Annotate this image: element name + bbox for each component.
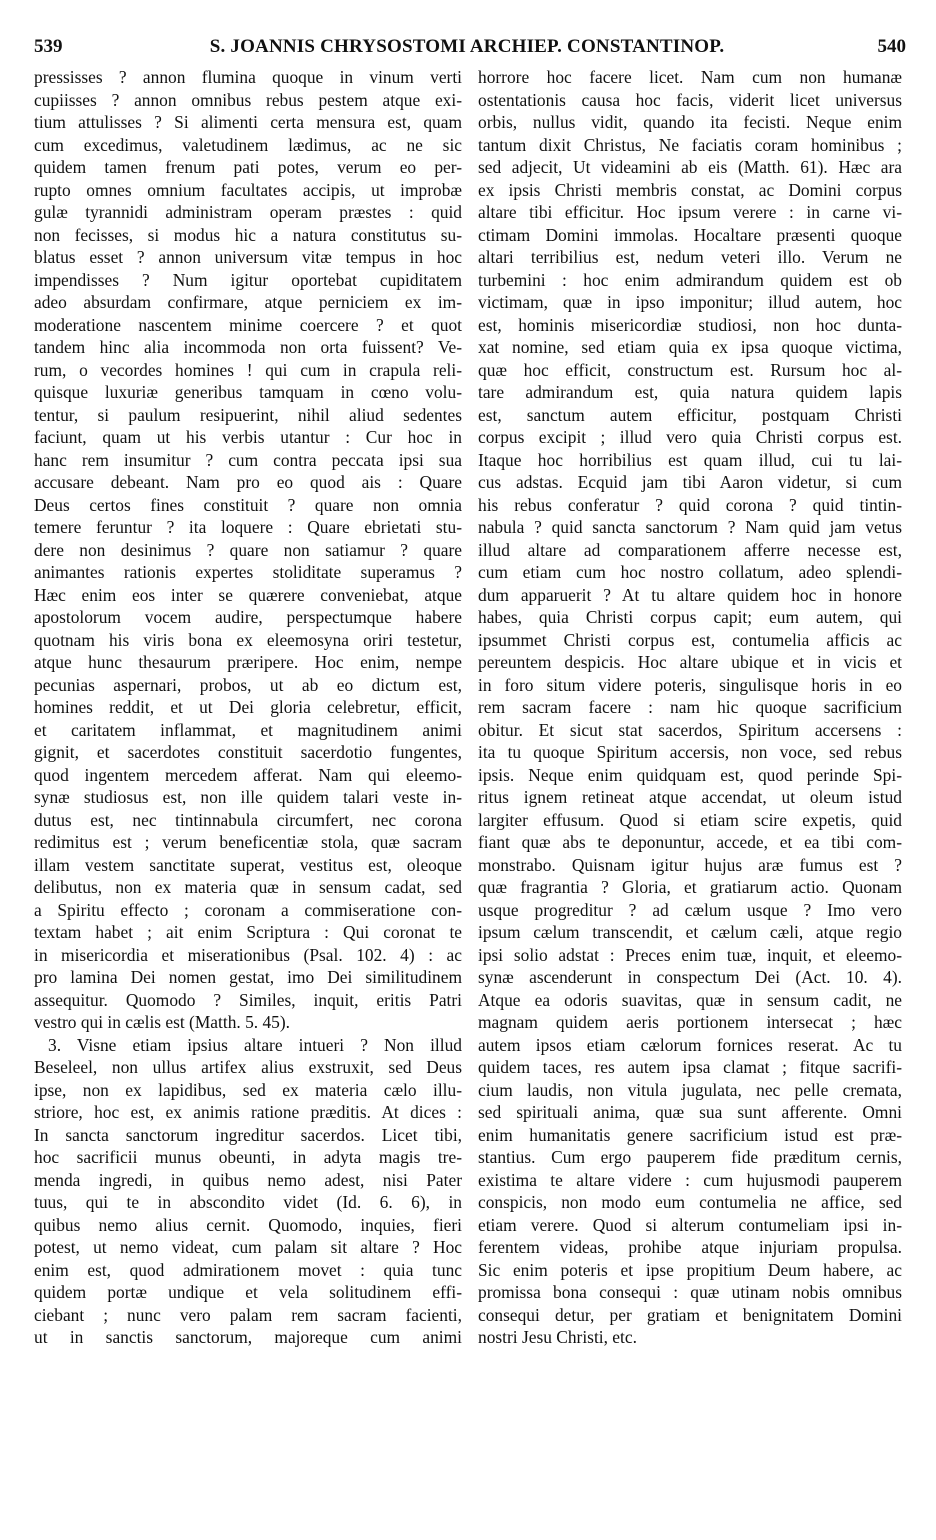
text-line: altare tibi efficitur. Hoc ipsum verere : in carne vi- [478,202,902,222]
text-line: existima te altare videre : cum hujusmodi pauperem [478,1169,902,1190]
text-line: et caritatem inflammat, et magnitudinem animi [34,719,462,740]
text-line: tandem hinc alia incommoda non orta fuissent? Ve- [34,337,462,357]
text-line: impendisses ? Num igitur oportebat cupiditatem [34,269,462,290]
text-line: Deus certos fines constituit ? quare non omnia [34,494,462,515]
text-line: dum apparuerit ? At tu altare quidem hoc in honore [478,584,902,605]
text-line: a Spiritu effecto ; coronam a commiseratione con- [34,899,462,920]
text-line: hanc rem insumitur ? cum contra peccata ipsi sua [34,449,462,470]
text-line: animantes rationis expertes stoliditate superamus ? [34,562,462,582]
text-line: gignit, et sacerdotes constituit sacerdotio fungentes, [34,742,462,762]
text-line: faciunt, quam ut his verbis utantur : Cur hoc in [34,427,462,447]
text-line: pro lamina Dei nomen gestat, imo Dei similitudinem [34,967,462,987]
text-line: rupto omnes omnium facultates accipis, ut improbæ [34,179,462,200]
text-line: pecunias aspernari, probos, ut ab eo dictum est, [34,674,462,695]
text-line: magnam quidem aeris portionem intersecat ; hæc [478,1012,902,1032]
text-line: stantius. Cum ergo pauperem fide præditum cernis, [478,1147,902,1167]
text-line: quidem portæ undique et vela solitudinem effi- [34,1282,462,1302]
text-line: synæ ascenderunt in conspectum Dei (Act. 10. 4). [478,967,902,987]
text-line: 3. Visne etiam ipsius altare intueri ? Non illud [48,1034,462,1055]
text-line: assequitur. Quomodo ? Similes, inquit, eritis Patri [34,989,462,1010]
text-line: ipsis. Neque enim quidquam est, quod perinde Spi- [478,764,902,785]
text-line: largiter effusum. Quod si etiam scire expetis, quid [478,809,902,830]
text-line: ciebant ; nunc vero palam rem sacram facienti, [34,1304,462,1325]
text-line: usque progreditur ? ad cælum usque ? Imo vero [478,899,902,920]
text-line: synæ studiosus est, non ille quidem talari veste in- [34,787,462,807]
right-column [478,66,902,1349]
text-line: enim humanitatis genere sacrificium istud est præ- [478,1124,902,1145]
page-number-left: 539 [34,36,63,57]
text-line: striore, hoc est, ex animis ratione præditis. At dices : [34,1102,462,1122]
text-line: ex ipsis Christi membris constat, ac Domini corpus [478,179,902,200]
text-line: redimitus est ; verum beneficentiæ stola, quæ sacram [34,832,462,852]
text-line: moderatione nascentem minime coercere ? et quot [34,314,462,335]
text-line: cium laudis, non vitula jugulata, nec pelle cremata, [478,1079,902,1100]
text-line: cum excedimus, valetudinem lædimus, ac ne sic [34,134,462,155]
text-line: atque hunc thesaurum præripere. Hoc enim, nempe [34,652,462,672]
text-line: adeo absurdam confirmare, atque perniciem ex im- [34,292,462,312]
text-line: quidem tamen frenum pati potes, verum eo per- [34,157,462,177]
text-line: ita tu quoque Spiritum accersis, non voce, sed rebus [478,742,902,762]
text-line: ut in sanctis sanctorum, majoreque cum animi [34,1327,462,1347]
text-line: cupiisses ? annon omnibus rebus pestem atque exi- [34,89,462,110]
text-line: in misericordia et miserationibus (Psal. 102. 4) : ac [34,944,462,965]
text-line: tare admirandum est, quia natura quidem lapis [478,382,902,402]
text-line: homines reddit, et ut Dei gloria celebretur, efficit, [34,697,462,717]
text-line: habes, quia Christi corpus capit; eum autem, qui [478,607,902,627]
text-line: hoc sacrificii munus obeunti, in adyta magis tre- [34,1147,462,1167]
text-line: quod ingentem mercedem afferat. Nam qui eleemo- [34,764,462,785]
text-line: turbemini : hoc enim admirandum quidem est ob [478,269,902,290]
text-line: ipse, non ex lapidibus, sed ex materia cælo illu- [34,1079,462,1100]
text-line: his rebus conferatur ? quid corona ? quid tintin- [478,494,902,515]
text-line: quidem taces, res autem ipsa clamat ; fitque sacrifi- [478,1057,902,1077]
text-line: corpus excipit ; illud vero quia Christi corpus est. [478,427,902,447]
text-line: quæ fragrantia ? Gloria, et gratiarum actio. Quonam [478,877,902,897]
text-line: promissa bona consequi : quæ utinam nobis omnibus [478,1282,902,1302]
text-line: est, sanctum autem efficitur, postquam Christi [478,404,902,425]
text-line: altari terribilius est, nedum veteri illo. Verum ne [478,247,902,267]
text-line: illud altare ad comparationem afferre necesse est, [478,539,902,560]
text-line: victimam, quæ in ipso imponitur; illud autem, hoc [478,292,902,312]
text-line: tantum dixit Christus, Ne faciatis coram hominibus ; [478,134,902,155]
text-line: non fecisses, si modus hic a natura constitutus su- [34,224,462,245]
text-line: Itaque hoc horribilius est quam illud, cui tu lai- [478,449,902,470]
text-line: cus adstas. Ecquid jam tibi Aaron videtur, si cum [478,472,902,492]
text-line: tium attulisses ? Si alimenti certa mensura est, quam [34,112,462,132]
text-line: rem sacram facere : nam hic quoque sacrificium [478,697,902,717]
text-line: textam habet ; ait enim Scriptura : Qui coronat te [34,922,462,942]
text-line: ipsummet Christi corpus est, contumelia afficis ac [478,629,902,650]
page-number-right: 540 [877,36,906,57]
text-line: menda ingredi, in quibus nemo adest, nisi Pater [34,1169,462,1190]
text-line: quæ hoc efficit, constructum est. Rursum hoc al- [478,359,902,380]
text-line: quibus nemo alius cernit. Quomodo, inquies, fieri [34,1214,462,1235]
text-line: xat nomine, sed etiam quia ex ipsa quoque victima, [478,337,902,357]
text-line: in foro situm videre poteris, singulisque horis in eo [478,674,902,695]
text-line: fiant quæ abs te deponuntur, accede, et ea tibi com- [478,832,902,852]
text-line: enim est, quod admirationem movet : quia tunc [34,1259,462,1280]
text-line: gulæ tyrannidi administram operam præstes : quid [34,202,462,222]
text-line: quisque luxuriæ generibus tamquam in cœno volu- [34,382,462,402]
text-line: orbis, nullus vidit, quando ita fecisti. Neque enim [478,112,902,132]
text-line: sed spirituali anima, quæ sua sunt afferente. Omni [478,1102,902,1122]
text-line: pereuntem despicis. Hoc altare ubique et in vicis et [478,652,902,672]
text-line: delibutus, non ex materia quæ in sensum cadat, sed [34,877,462,897]
text-line: nabula ? quid sancta sanctorum ? Nam quid jam vetus [478,517,902,537]
running-header [28,36,906,66]
text-line: horrore hoc facere licet. Nam cum non humanæ [478,67,902,87]
text-line: illam vestem sanctitate superat, vestitus est, oleoque [34,854,462,875]
text-line: temere feruntur ? ita loquere : Quare ebrietati stu- [34,517,462,537]
text-line: rum, o vecordes homines ! qui cum in crapula reli- [34,359,462,380]
text-line: Beseleel, non ullus artifex alius exstruxit, sed Deus [34,1057,462,1077]
text-line: apostolorum vocem audire, perspectumque habere [34,607,462,627]
left-column [34,66,462,1349]
text-line: vestro qui in cælis est (Matth. 5. 45). [34,1012,291,1032]
text-line: ritus ignem retineat atque accendat, ut oleum istud [478,787,902,807]
text-line: Atque ea odoris suavitas, quæ in sensum cadit, ne [478,989,902,1010]
text-line: ostentationis causa hoc facis, viderit licet universus [478,89,902,110]
text-line: dere non desinimus ? quare non satiamur ? quare [34,539,462,560]
text-line: sed adjecit, Ut videamini ab eis (Matth. 61). Hæc ara [478,157,902,177]
text-line: etiam verere. Quod si alterum contumeliam ipsi in- [478,1214,902,1235]
text-line: quotnam his viris bona ex eleemosyna oriri testetur, [34,629,462,650]
text-line: blatus esset ? annon universum vitæ tempus in hoc [34,247,462,267]
text-line: Sic enim poteris et ipse propitium Deum habere, ac [478,1259,902,1280]
text-line: Hæc enim eos inter se quærere conveniebat, atque [34,584,462,605]
text-line: autem ipsos etiam cælorum fornices reserat. Ac tu [478,1034,902,1055]
running-title: S. JOANNIS CHRYSOSTOMI ARCHIEP. CONSTANTINOP. [209,36,725,57]
text-line: pressisses ? annon flumina quoque in vinum verti [34,67,462,87]
text-line: monstrabo. Quisnam igitur hujus aræ fumus est ? [478,854,902,875]
text-line: est, hominis misericordiæ studiosi, non hoc dunta- [478,314,902,335]
text-line: consequi detur, per gratiam et benignitatem Domini [478,1304,902,1325]
text-line: tuus, qui te in abscondito videt (Id. 6. 6), in [34,1192,462,1212]
text-line: ipsum cælum transcendit, et cælum cæli, atque regio [478,922,902,942]
text-line: accusare debeant. Nam pro eo quod ais : Quare [34,472,462,492]
text-line: conspicis, non modo eum contumelia ne affice, sed [478,1192,902,1212]
text-line: ipsi solio adstat : Preces enim tuæ, inquit, et eleemo- [478,944,902,965]
text-line: potest, ut nemo videat, cum palam sit altare ? Hoc [34,1237,462,1257]
text-line: ctimam Domini immolas. Hocaltare præsenti quoque [478,224,902,245]
text-line: nostri Jesu Christi, etc. [478,1327,637,1347]
text-line: tentur, si paulum resipuerint, nihil aliud sedentes [34,404,462,425]
text-line: In sancta sanctorum ingreditur sacerdos. Licet tibi, [34,1124,462,1145]
text-line: cum etiam cum hoc nostro collatum, adeo splendi- [478,562,902,582]
text-line: ferentem videas, prohibe atque injuriam propulsa. [478,1237,902,1257]
text-line: obitur. Et sicut stat sacerdos, Spiritum accersens : [478,719,902,740]
text-line: dutus est, nec tintinnabula circumfert, nec corona [34,809,462,830]
